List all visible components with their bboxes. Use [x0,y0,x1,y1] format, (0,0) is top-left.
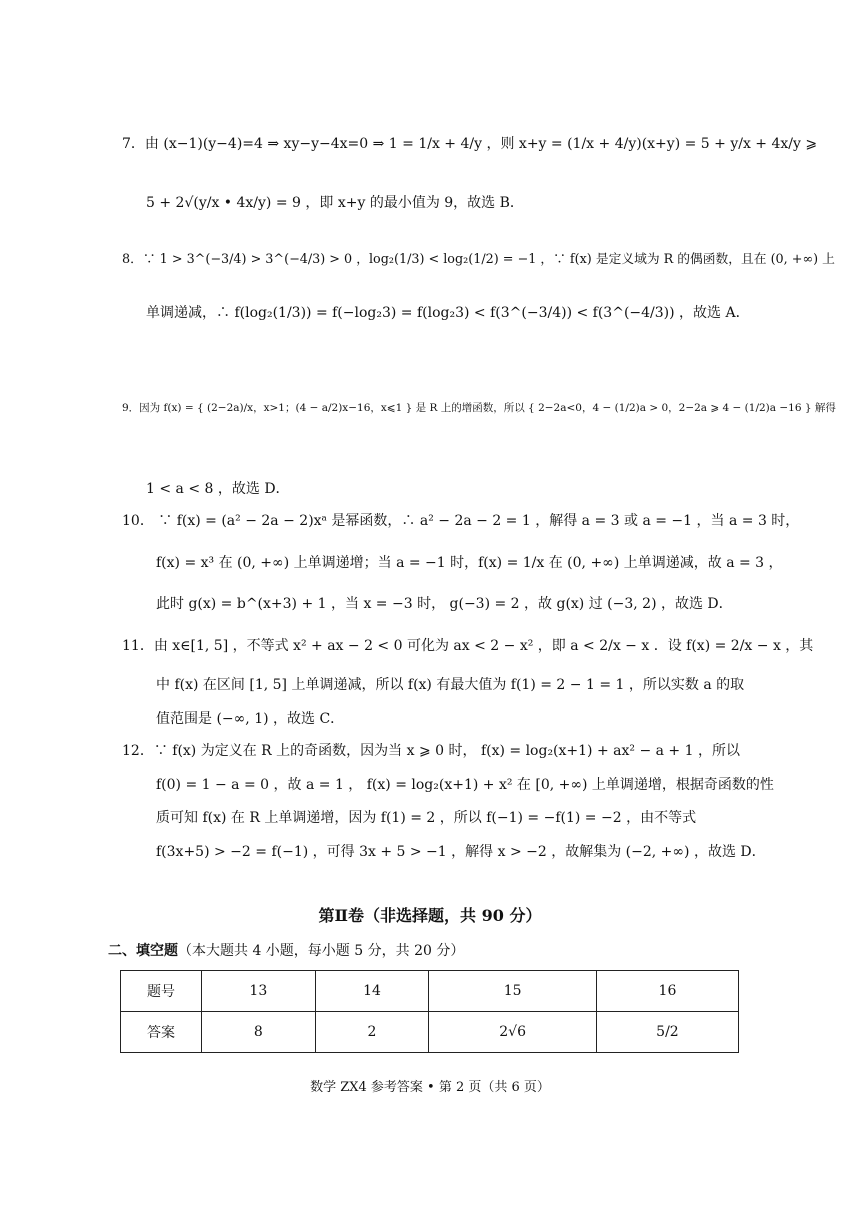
q7-line-1: 7．由 (x−1)(y−4)=4 ⇒ xy−y−4x=0 ⇒ 1 = 1/x + 4/y ，则 x+y = (1/x + 4/y)(x+y) = 5 + y/x + 4x/y ⩾ [122,136,818,152]
q11-line-3: 值范围是 (−∞, 1) ，故选 C． [156,711,345,727]
q7-line-2: 5 + 2√(y/x • 4x/y) = 9 ，即 x+y 的最小值为 9，故选 B． [146,195,524,211]
q10-line-1: 10． ∵ f(x) = (a² − 2a − 2)xᵃ 是幂函数，∴ a² − 2a − 2 = 1 ，解得 a = 3 或 a = −1 ，当 a = 3 时， [122,513,800,529]
answer-15: 2√6 [429,1012,597,1053]
table-row [121,1012,739,1053]
row-header-answer: 答案 [121,1012,202,1053]
q12-line-2: f(0) = 1 − a = 0 ，故 a = 1 ， f(x) = log₂(x+1) + x² 在 [0, +∞) 上单调递增，根据奇函数的性 [156,777,774,793]
answer-16: 5/2 [596,1012,738,1053]
q8-line-1: 8．∵ 1 > 3^(−3/4) > 3^(−4/3) > 0 ，log₂(1/3) < log₂(1/2) = −1 ，∵ f(x) 是定义域为 R 的偶函数，且在 (0, +∞) 上 [122,252,835,267]
question-number-13: 13 [202,971,316,1012]
question-number-16: 16 [596,971,738,1012]
part-title [108,940,464,960]
q12-line-4: f(3x+5) > −2 = f(−1) ，可得 3x + 5 > −1 ，解得 x > −2 ，故解集为 (−2, +∞) ，故选 D． [156,844,766,860]
q10-line-3: 此时 g(x) = b^(x+3) + 1 ，当 x = −3 时， g(−3) = 2 ，故 g(x) 过 (−3, 2) ，故选 D． [156,596,733,612]
q10-line-2: f(x) = x³ 在 (0, +∞) 上单调递增；当 a = −1 时，f(x) = 1/x 在 (0, +∞) 上单调递减，故 a = 3 ， [156,555,783,571]
question-number-14: 14 [315,971,429,1012]
q9-line-2: 1 < a < 8 ，故选 D． [146,481,290,497]
section-title: 第Ⅱ卷（非选择题，共 90 分） [318,906,542,925]
question-number-15: 15 [429,971,597,1012]
page-footer: 数学 ZX4 参考答案 • 第 2 页（共 6 页） [310,1080,550,1095]
q11-line-1: 11．由 x∈[1, 5] ，不等式 x² + ax − 2 < 0 可化为 ax < 2 − x² ，即 a < 2/x − x ．设 f(x) = 2/x − x ，其 [122,638,814,654]
table-row [121,971,739,1012]
q12-line-1: 12．∵ f(x) 为定义在 R 上的奇函数，因为当 x ⩾ 0 时， f(x) = log₂(x+1) + ax² − a + 1 ，所以 [122,743,740,759]
q11-line-2: 中 f(x) 在区间 [1, 5] 上单调递减，所以 f(x) 有最大值为 f(1) = 2 − 1 = 1 ，所以实数 a 的取 [156,677,745,693]
answer-table [120,970,739,1053]
q9-line-1: 9．因为 f(x) = { (2−2a)/x，x>1；(4 − a/2)x−16，x⩽1 } 是 R 上的增函数，所以 { 2−2a<0，4 − (1/2)a > 0，2−2a ⩾ 4 − (1/2)a −16 } 解得 [122,402,836,414]
q8-line-2: 单调递减，∴ f(log₂(1/3)) = f(−log₂3) = f(log₂3) < f(3^(−3/4)) < f(3^(−4/3)) ，故选 A． [146,305,750,321]
q12-line-3: 质可知 f(x) 在 R 上单调递增，因为 f(1) = 2 ，所以 f(−1) = −f(1) = −2 ，由不等式 [156,810,697,826]
answer-14: 2 [315,1012,429,1053]
part-note: （本大题共 4 小题，每小题 5 分，共 20 分） [178,943,465,959]
answer-13: 8 [202,1012,316,1053]
part-label: 二、填空题 [108,943,178,959]
row-header-number: 题号 [121,971,202,1012]
